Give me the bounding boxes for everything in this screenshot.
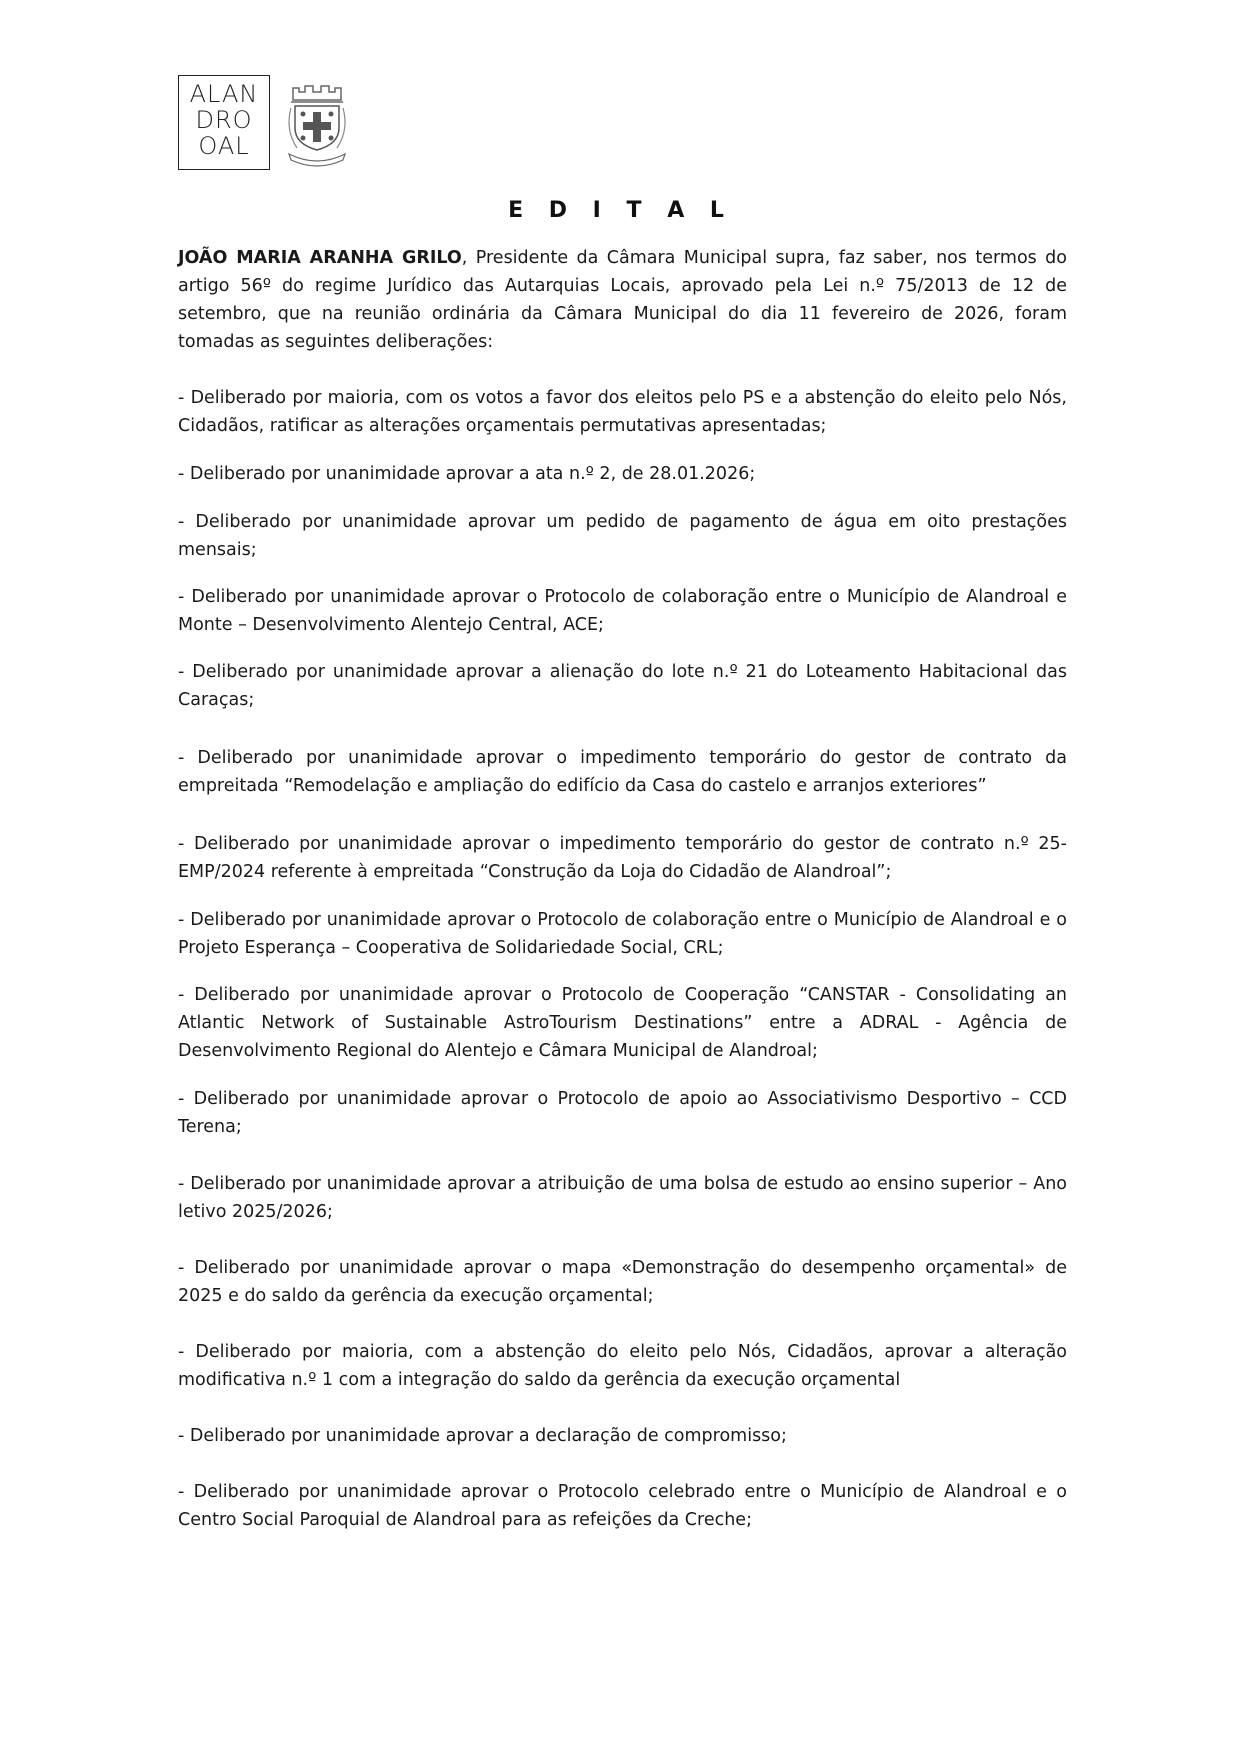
deliberation-item: - Deliberado por maioria, com a abstenção do eleito pelo Nós, Cidadãos, aprovar a alteração modificativa n.º 1 com a integração do saldo da gerência da execução orçamental (178, 1342, 1067, 1390)
deliberation-item: - Deliberado por unanimidade aprovar o Protocolo celebrado entre o Município de Alandroal e o Centro Social Paroquial de Alandroal para as refeições da Creche; (178, 1482, 1067, 1530)
deliberation-item: - Deliberado por maioria, com os votos a favor dos eleitos pelo PS e a abstenção do eleito pelo Nós, Cidadãos, ratificar as alterações orçamentais permutativas apresentadas; (178, 388, 1067, 436)
municipal-coat-of-arms-icon (283, 78, 351, 170)
alandroal-logo (178, 75, 270, 170)
deliberation-item: - Deliberado por unanimidade aprovar o impedimento temporário do gestor de contrato da empreitada “Remodelação e ampliação do edifício da Casa do castelo e arranjos exteriores” (178, 748, 1067, 796)
logo-line-1: ALAN (189, 80, 259, 108)
document-title: E D I T A L (508, 198, 733, 223)
deliberation-item: - Deliberado por unanimidade aprovar a atribuição de uma bolsa de estudo ao ensino superior – Ano letivo 2025/2026; (178, 1174, 1067, 1222)
logo-line-2: DRO (195, 106, 253, 134)
deliberation-item: - Deliberado por unanimidade aprovar o impedimento temporário do gestor de contrato n.º 25-EMP/2024 referente à empreitada “Construção da Loja do Cidadão de Alandroal”; (178, 834, 1067, 882)
deliberation-item: - Deliberado por unanimidade aprovar o Protocolo de Cooperação “CANSTAR - Consolidating an Atlantic Network of Sustainable AstroTourism Destinations” entre a ADRAL - Agência de Desenvolvimento Regional do Alentejo e Câmara Municipal de Alandroal; (178, 985, 1067, 1061)
deliberation-item: - Deliberado por unanimidade aprovar o Protocolo de colaboração entre o Município de Alandroal e Monte – Desenvolvimento Alentejo Central, ACE; (178, 587, 1067, 635)
deliberation-item: - Deliberado por unanimidade aprovar a declaração de compromisso; (178, 1426, 787, 1446)
logo-line-3: OAL (198, 132, 250, 160)
deliberation-item: - Deliberado por unanimidade aprovar um pedido de pagamento de água em oito prestações mensais; (178, 512, 1067, 560)
intro-paragraph (178, 244, 1067, 356)
deliberation-item: - Deliberado por unanimidade aprovar a alienação do lote n.º 21 do Loteamento Habitacional das Caraças; (178, 662, 1067, 710)
deliberation-item: - Deliberado por unanimidade aprovar o Protocolo de colaboração entre o Município de Alandroal e o Projeto Esperança – Cooperativa de Solidariedade Social, CRL; (178, 910, 1067, 958)
deliberation-item: - Deliberado por unanimidade aprovar o mapa «Demonstração do desempenho orçamental» de 2025 e do saldo da gerência da execução orçamental; (178, 1258, 1067, 1306)
intro-text: , Presidente da Câmara Municipal supra, faz saber, nos termos do artigo 56º do regime Jurídico das Autarquias Locais, aprovado pela Lei n.º 75/2013 de 12 de setembro, que na reunião ordinária da Câmara Municipal do dia 11 fevereiro de 2026, foram tomadas as seguintes deliberações: (178, 248, 1067, 352)
deliberation-item: - Deliberado por unanimidade aprovar a ata n.º 2, de 28.01.2026; (178, 464, 756, 484)
president-name: JOÃO MARIA ARANHA GRILO (178, 248, 462, 268)
deliberation-item: - Deliberado por unanimidade aprovar o Protocolo de apoio ao Associativismo Desportivo – CCD Terena; (178, 1089, 1067, 1137)
